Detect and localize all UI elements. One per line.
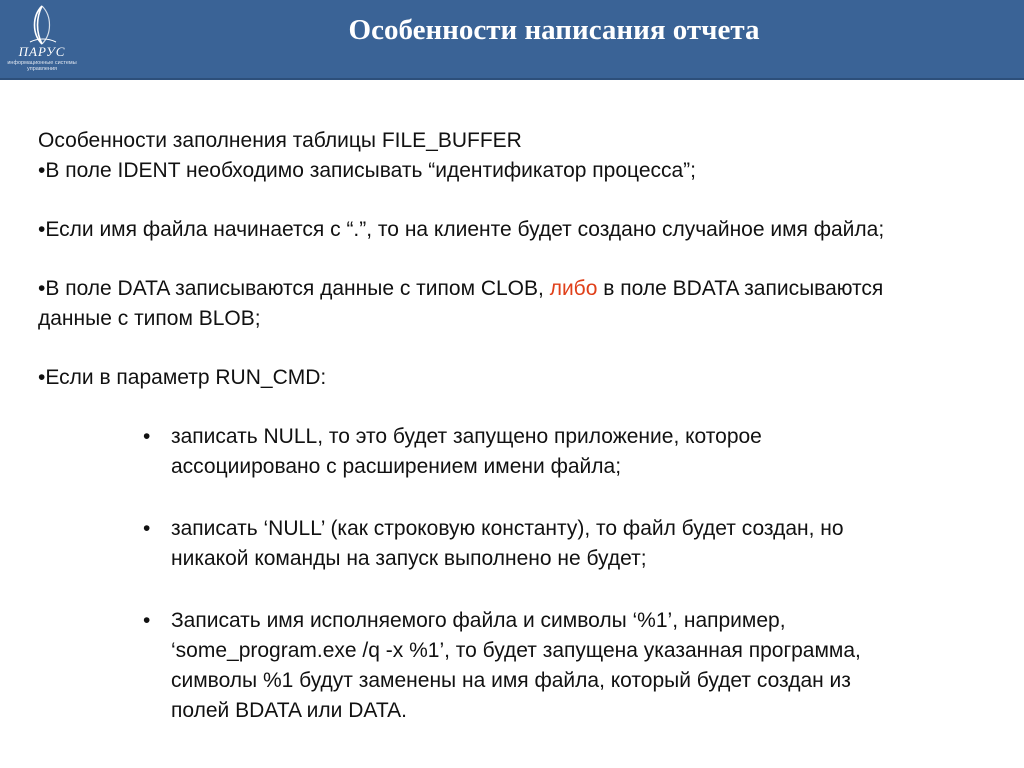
sub-line: записать ‘NULL’ (как строковую константу), то файл будет создан, но — [171, 517, 844, 540]
bullet-dot: • — [143, 517, 151, 540]
sub-line: символы %1 будут заменены на имя файла, который будет создан из — [171, 669, 851, 692]
sub-line: никакой команды на запуск выполнено не будет; — [171, 547, 647, 570]
sub-bullet-executable — [143, 606, 988, 726]
bullet-data — [38, 274, 988, 304]
bullet-data-text-a: •В поле DATA записываются данные с типом CLOB, — [38, 277, 550, 300]
bullet-data-cont: данные с типом BLOB; — [38, 307, 261, 330]
bullet-data-text-b: в поле BDATA записываются — [597, 277, 884, 300]
bullet-dot: • — [143, 425, 151, 448]
logo-name: ПАРУС — [18, 44, 66, 59]
sub-line: ‘some_program.exe /q -x %1’, то будет запущена указанная программа, — [171, 639, 861, 662]
bullet-runcmd: •Если в параметр RUN_CMD: — [38, 366, 327, 389]
bullet-ident: •В поле IDENT необходимо записывать “идентификатор процесса”; — [38, 159, 697, 182]
sub-bullet-null-string — [143, 514, 988, 574]
sub-line: записать NULL, то это будет запущено приложение, которое — [171, 425, 762, 448]
sub-bullet-null — [143, 422, 988, 482]
bullet-dot: • — [143, 609, 151, 632]
slide-title: Особенности написания отчета — [348, 14, 760, 46]
bullet-file-name: •Если имя файла начинается с “.”, то на клиенте будет создано случайное имя файла; — [38, 218, 885, 241]
logo-subtitle: информационные системы управления — [7, 60, 77, 72]
accent-word: либо — [549, 277, 598, 300]
logo — [0, 0, 84, 78]
header-bar — [0, 0, 1024, 80]
sub-line: ассоциировано с расширением имени файла; — [171, 455, 622, 478]
parus-sail-icon — [26, 4, 58, 46]
intro-line: Особенности заполнения таблицы FILE_BUFFER — [38, 129, 522, 152]
sub-line: Записать имя исполняемого файла и символы ‘%1’, например, — [171, 609, 786, 632]
sub-line: полей BDATA или DATA. — [171, 699, 407, 722]
slide-content — [38, 126, 988, 726]
